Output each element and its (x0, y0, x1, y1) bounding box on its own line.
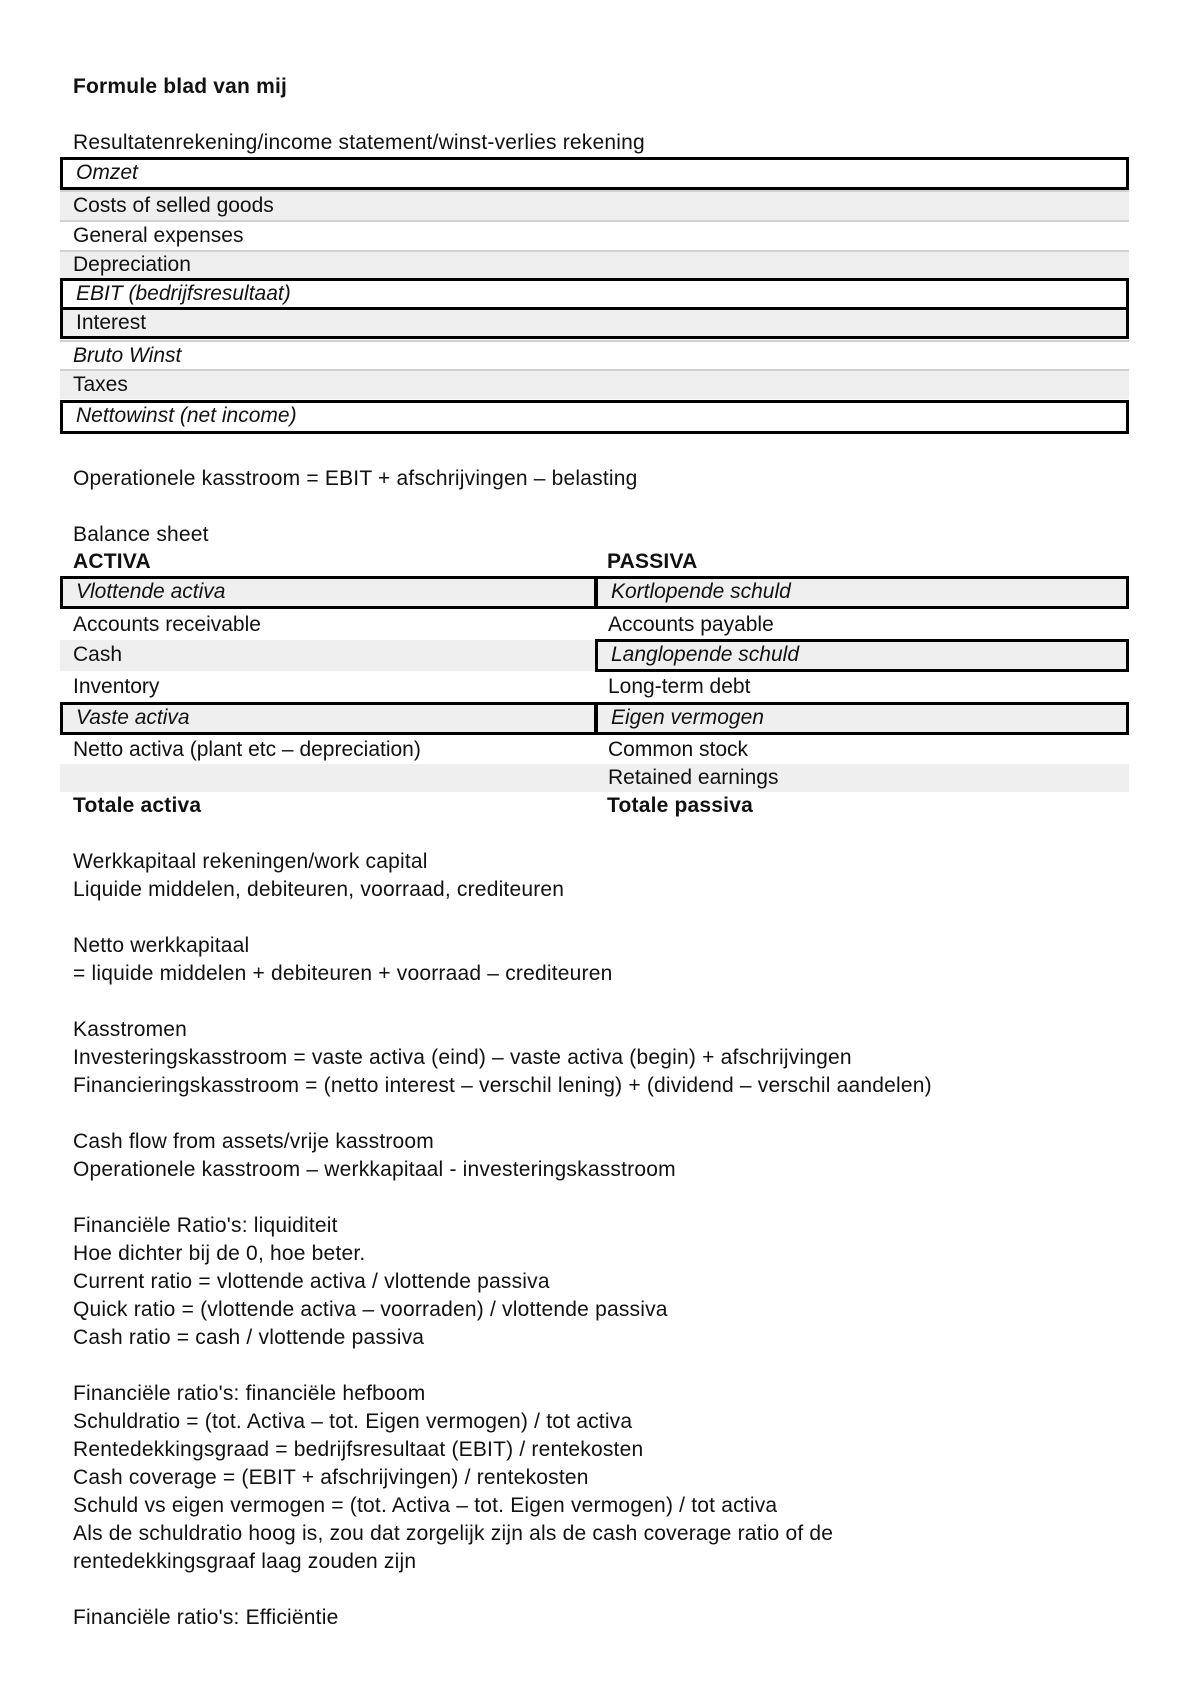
passiva-retained-earnings: Retained earnings (595, 764, 1129, 792)
schuldratio-formula: Schuldratio = (tot. Activa – tot. Eigen vermogen) / tot activa (73, 1410, 633, 1433)
income-row-nettowinst: Nettowinst (net income) (60, 400, 1129, 434)
rentedekkingsgraad-formula: Rentedekkingsgraad = bedrijfsresultaat (EBIT) / rentekosten (73, 1438, 644, 1461)
income-row-cogs: Costs of selled goods (60, 190, 1129, 220)
netto-werkkapitaal-heading: Netto werkkapitaal (73, 934, 250, 957)
activa-vaste: Vaste activa (60, 702, 597, 735)
income-row-omzet: Omzet (60, 157, 1129, 190)
passiva-langlopende: Langlopende schuld (595, 639, 1129, 672)
schuld-vs-eigen-vermogen-formula: Schuld vs eigen vermogen = (tot. Activa – tot. Eigen vermogen) / tot activa (73, 1494, 778, 1517)
werkkapitaal-heading: Werkkapitaal rekeningen/work capital (73, 850, 428, 873)
passiva-header: PASSIVA (607, 550, 698, 573)
activa-cash: Cash (60, 640, 597, 671)
operational-cashflow-formula: Operationele kasstroom = EBIT + afschrijvingen – belasting (73, 467, 638, 490)
income-row-depreciation: Depreciation (60, 250, 1129, 278)
activa-empty-cell (60, 764, 597, 792)
efficientie-heading: Financiële ratio's: Efficiëntie (73, 1606, 339, 1629)
werkkapitaal-items: Liquide middelen, debiteuren, voorraad, crediteuren (73, 878, 565, 901)
total-passiva: Totale passiva (607, 794, 753, 817)
liquiditeit-note: Hoe dichter bij de 0, hoe beter. (73, 1242, 366, 1265)
liquiditeit-heading: Financiële Ratio's: liquiditeit (73, 1214, 338, 1237)
netto-werkkapitaal-formula: = liquide middelen + debiteuren + voorraad – crediteuren (73, 962, 613, 985)
income-row-bruto-winst: Bruto Winst (60, 340, 1129, 369)
cash-flow-assets-heading: Cash flow from assets/vrije kasstroom (73, 1130, 434, 1153)
income-row-taxes: Taxes (60, 369, 1129, 399)
kasstromen-heading: Kasstromen (73, 1018, 188, 1041)
cash-flow-assets-formula: Operationele kasstroom – werkkapitaal - investeringskasstroom (73, 1158, 676, 1181)
activa-accounts-receivable: Accounts receivable (73, 613, 261, 636)
activa-netto: Netto activa (plant etc – depreciation) (73, 738, 421, 761)
page-title: Formule blad van mij (73, 75, 288, 98)
investeringskasstroom-formula: Investeringskasstroom = vaste activa (eind) – vaste activa (begin) + afschrijvingen (73, 1046, 852, 1069)
balance-sheet-heading: Balance sheet (73, 523, 209, 546)
income-statement-heading: Resultatenrekening/income statement/winst-verlies rekening (73, 131, 645, 154)
cash-coverage-formula: Cash coverage = (EBIT + afschrijvingen) / rentekosten (73, 1466, 589, 1489)
income-row-ebit: EBIT (bedrijfsresultaat) (60, 278, 1129, 310)
total-activa: Totale activa (73, 794, 202, 817)
financieringskasstroom-formula: Financieringskasstroom = (netto interest – verschil lening) + (dividend – verschil aandelen) (73, 1074, 932, 1097)
income-statement-table (60, 157, 1129, 434)
passiva-kortlopende: Kortlopende schuld (595, 576, 1129, 609)
schuldratio-note-line-2: rentedekkingsgraaf laag zouden zijn (73, 1550, 417, 1573)
passiva-accounts-payable: Accounts payable (608, 613, 774, 636)
activa-header: ACTIVA (73, 550, 151, 573)
quick-ratio-formula: Quick ratio = (vlottende activa – voorraden) / vlottende passiva (73, 1298, 668, 1321)
activa-inventory: Inventory (73, 675, 160, 698)
schuldratio-note-line-1: Als de schuldratio hoog is, zou dat zorgelijk zijn als de cash coverage ratio of de (73, 1522, 834, 1545)
activa-vlottende: Vlottende activa (60, 576, 597, 609)
income-row-general-expenses: General expenses (60, 220, 1129, 250)
income-row-interest: Interest (60, 307, 1129, 339)
hefboom-heading: Financiële ratio's: financiële hefboom (73, 1382, 426, 1405)
passiva-eigen-vermogen: Eigen vermogen (595, 702, 1129, 735)
current-ratio-formula: Current ratio = vlottende activa / vlottende passiva (73, 1270, 550, 1293)
passiva-common-stock: Common stock (608, 738, 749, 761)
passiva-long-term-debt: Long-term debt (608, 675, 751, 698)
cash-ratio-formula: Cash ratio = cash / vlottende passiva (73, 1326, 425, 1349)
